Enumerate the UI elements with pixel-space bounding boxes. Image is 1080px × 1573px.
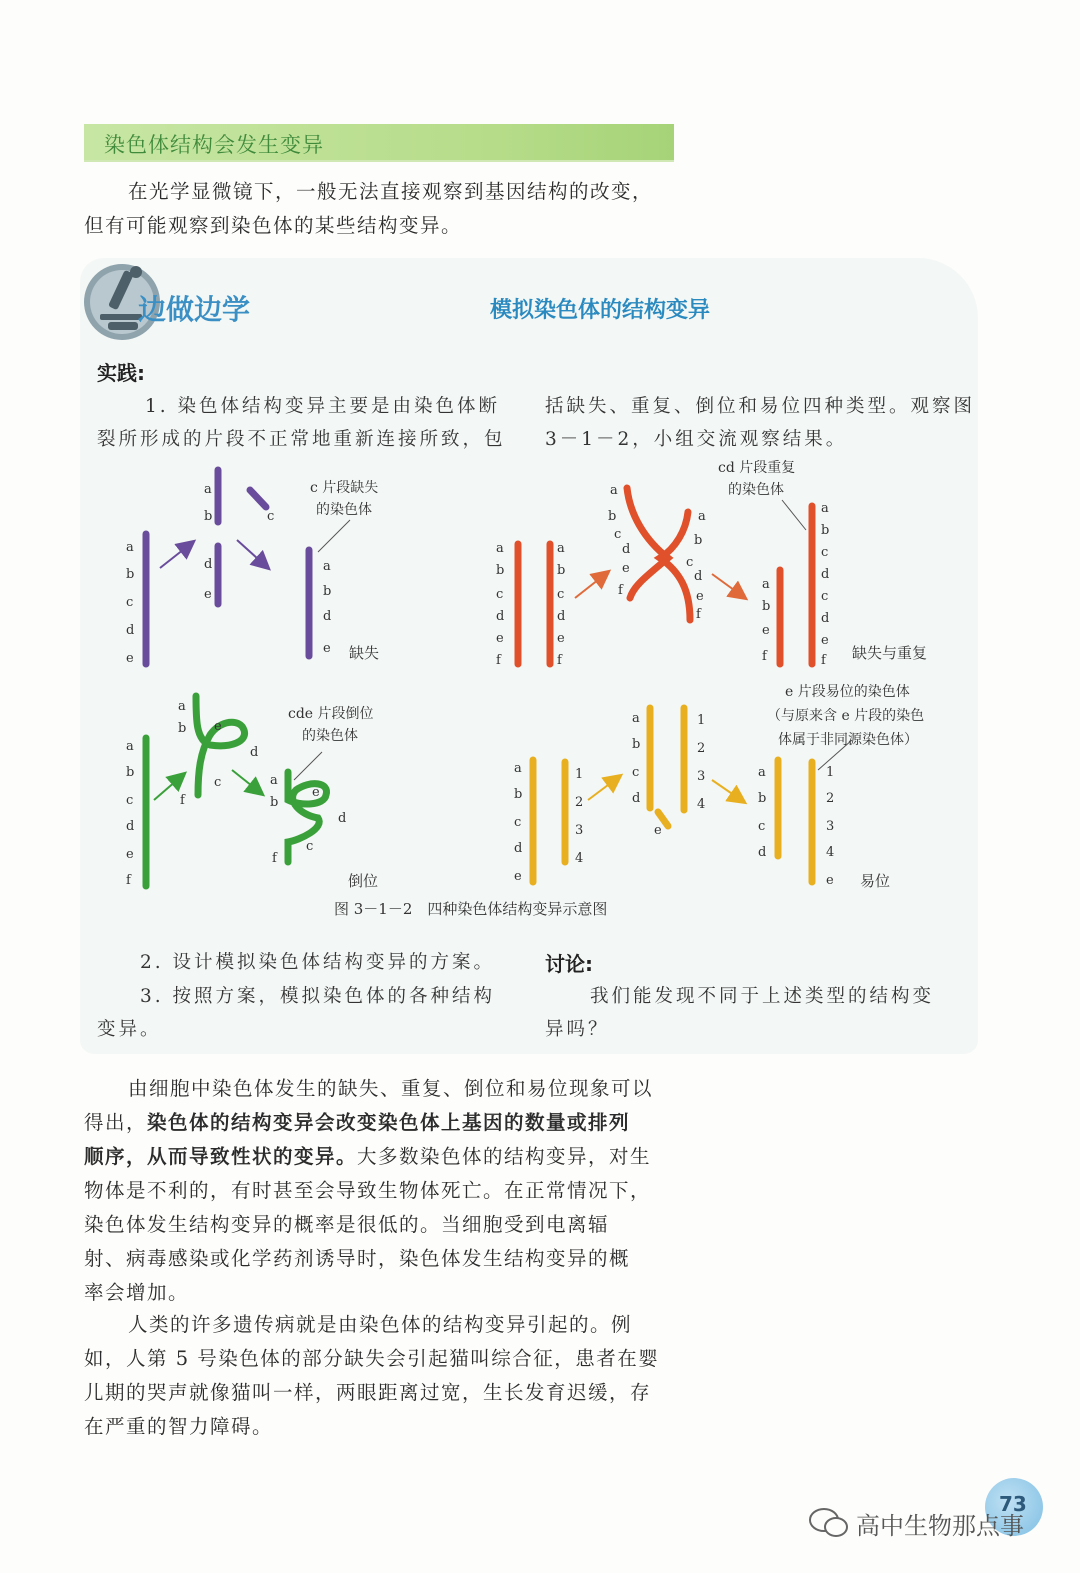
translocation-note-2: （与原来含 e 片段的染色: [767, 708, 925, 724]
svg-text:e: e: [696, 589, 704, 604]
svg-text:b: b: [204, 509, 213, 524]
svg-text:d: d: [204, 557, 213, 572]
svg-text:a: a: [610, 483, 618, 498]
svg-text:a: a: [323, 559, 331, 574]
step1-right-line1: 括缺失、重复、倒位和易位四种类型。观察图: [545, 396, 976, 417]
inversion-note-2: 的染色体: [302, 728, 358, 744]
discussion-line2: 异吗？: [545, 1019, 610, 1040]
svg-text:a: a: [632, 711, 640, 726]
svg-text:a: a: [178, 699, 186, 714]
svg-text:e: e: [654, 823, 662, 838]
svg-text:a: a: [270, 773, 278, 788]
svg-text:c: c: [632, 765, 640, 780]
svg-text:b: b: [323, 584, 332, 599]
svg-text:e: e: [762, 623, 770, 638]
svg-text:d: d: [338, 811, 347, 826]
svg-text:c: c: [821, 589, 829, 604]
svg-text:b: b: [496, 563, 505, 578]
wechat-icon: [808, 1506, 850, 1538]
para2-line4: 在严重的智力障碍。: [84, 1415, 274, 1438]
inversion-diagram: [126, 696, 346, 888]
para2-line2: 如，人第 5 号染色体的部分缺失会引起猫叫综合征，患者在婴: [84, 1347, 660, 1370]
svg-text:b: b: [514, 787, 523, 802]
translocation-label: 易位: [860, 872, 891, 890]
svg-text:a: a: [762, 577, 770, 592]
svg-text:d: d: [323, 609, 332, 624]
svg-text:d: d: [821, 567, 830, 582]
svg-text:2: 2: [575, 795, 584, 810]
section-title: 染色体结构会发生变异: [104, 133, 324, 157]
deletion-note-2: 的染色体: [316, 502, 372, 518]
svg-text:d: d: [250, 745, 259, 760]
svg-text:d: d: [126, 623, 135, 638]
svg-text:c: c: [126, 595, 134, 610]
svg-text:c: c: [821, 545, 829, 560]
activity-label: 边做边学: [138, 293, 251, 326]
deletion-note-1: c 片段缺失: [310, 480, 379, 496]
svg-text:e: e: [126, 847, 134, 862]
svg-text:c: c: [496, 587, 504, 602]
svg-text:4: 4: [575, 851, 584, 866]
svg-text:a: a: [557, 541, 565, 556]
svg-text:a: a: [126, 540, 134, 555]
step1-right-line2: 3－1－2，小组交流观察结果。: [545, 429, 848, 450]
svg-text:f: f: [762, 649, 767, 664]
step1-left-line1: 1. 染色体结构变异主要是由染色体断: [145, 396, 501, 417]
svg-text:b: b: [821, 523, 830, 538]
translocation-note-1: e 片段易位的染色体: [785, 684, 910, 700]
svg-text:3: 3: [826, 819, 835, 834]
svg-text:f: f: [180, 793, 185, 808]
duplication-note-2: 的染色体: [728, 482, 784, 498]
discussion-heading: 讨论:: [545, 952, 593, 976]
activity-title: 模拟染色体的结构变异: [490, 298, 711, 323]
svg-text:d: d: [821, 611, 830, 626]
svg-text:a: a: [698, 509, 706, 524]
para1-line4: 物体是不利的，有时甚至会导致生物体死亡。在正常情况下，: [84, 1179, 652, 1202]
svg-text:2: 2: [697, 741, 706, 756]
svg-text:d: d: [622, 542, 631, 557]
svg-text:d: d: [694, 569, 703, 584]
para1-line2: 得出，染色体的结构变异会改变染色体上基因的数量或排列: [84, 1111, 631, 1134]
svg-text:d: d: [632, 791, 641, 806]
duplication-diagram: [496, 483, 829, 668]
para1-line7: 率会增加。: [84, 1281, 190, 1304]
svg-text:b: b: [758, 791, 767, 806]
page-number: 73: [999, 1492, 1027, 1516]
svg-text:e: e: [126, 651, 134, 666]
svg-text:f: f: [696, 607, 701, 622]
svg-text:f: f: [126, 873, 131, 888]
para2-line1: 人类的许多遗传病就是由染色体的结构变异引起的。例: [128, 1313, 633, 1336]
discussion-line1: 我们能发现不同于上述类型的结构变: [590, 986, 935, 1007]
svg-text:c: c: [214, 775, 222, 790]
svg-text:b: b: [608, 509, 617, 524]
intro-line-1: 在光学显微镜下，一般无法直接观察到基因结构的改变，: [128, 180, 654, 203]
svg-text:b: b: [126, 765, 135, 780]
svg-text:b: b: [126, 567, 135, 582]
inversion-label: 倒位: [348, 872, 379, 890]
svg-text:c: c: [686, 555, 694, 570]
svg-text:1: 1: [575, 767, 584, 782]
svg-text:a: a: [821, 501, 829, 516]
duplication-label: 缺失与重复: [852, 644, 928, 662]
svg-text:b: b: [178, 721, 187, 736]
svg-text:4: 4: [826, 845, 835, 860]
svg-text:e: e: [312, 785, 320, 800]
step3-line2: 变异。: [97, 1019, 162, 1040]
deletion-diagram: [126, 470, 350, 666]
svg-text:b: b: [270, 795, 279, 810]
step1-left-line2: 裂所形成的片段不正常地重新连接所致，包: [97, 429, 506, 450]
svg-text:b: b: [632, 737, 641, 752]
svg-text:d: d: [557, 609, 566, 624]
svg-text:c: c: [514, 815, 522, 830]
svg-text:a: a: [126, 739, 134, 754]
para2-line3: 儿期的哭声就像猫叫一样，两眼距离过宽，生长发育迟缓，存: [84, 1381, 652, 1404]
figure-caption: 图 3－1－2 四种染色体结构变异示意图: [334, 900, 608, 918]
svg-text:e: e: [496, 631, 504, 646]
svg-text:a: a: [204, 482, 212, 497]
svg-text:e: e: [214, 719, 222, 734]
svg-text:e: e: [514, 869, 522, 884]
svg-text:c: c: [126, 793, 134, 808]
intro-line-2: 但有可能观察到染色体的某些结构变异。: [84, 214, 463, 237]
svg-text:b: b: [762, 599, 771, 614]
svg-text:3: 3: [697, 769, 706, 784]
svg-text:a: a: [758, 765, 766, 780]
svg-text:e: e: [323, 641, 331, 656]
svg-text:d: d: [514, 841, 523, 856]
svg-text:4: 4: [697, 797, 706, 812]
svg-text:b: b: [694, 533, 703, 548]
svg-text:b: b: [557, 563, 566, 578]
svg-text:1: 1: [826, 765, 835, 780]
svg-text:f: f: [496, 653, 501, 668]
watermark: 高中生物那点事: [856, 1512, 1024, 1540]
svg-text:f: f: [821, 653, 826, 668]
svg-text:c: c: [267, 509, 275, 524]
svg-text:e: e: [622, 561, 630, 576]
para1-line3: 顺序，从而导致性状的变异。大多数染色体的结构变异，对生: [84, 1145, 652, 1168]
translocation-note-3: 体属于非同源染色体）: [778, 732, 918, 748]
svg-text:f: f: [272, 851, 277, 866]
duplication-note-1: cd 片段重复: [718, 460, 796, 476]
svg-text:f: f: [618, 583, 623, 598]
svg-text:3: 3: [575, 823, 584, 838]
svg-text:d: d: [758, 845, 767, 860]
para1-line5: 染色体发生结构变异的概率是很低的。当细胞受到电离辐: [84, 1213, 610, 1236]
para1-line1: 由细胞中染色体发生的缺失、重复、倒位和易位现象可以: [128, 1077, 654, 1100]
svg-text:c: c: [306, 839, 314, 854]
step2: 2. 设计模拟染色体结构变异的方案。: [140, 952, 496, 973]
practice-heading: 实践:: [97, 361, 145, 385]
svg-text:1: 1: [697, 713, 706, 728]
svg-text:e: e: [557, 631, 565, 646]
step3-line1: 3. 按照方案，模拟染色体的各种结构: [140, 986, 496, 1007]
svg-text:f: f: [557, 653, 562, 668]
svg-text:c: c: [614, 527, 622, 542]
deletion-label: 缺失: [349, 644, 380, 662]
svg-text:d: d: [126, 819, 135, 834]
svg-text:e: e: [821, 633, 829, 648]
svg-text:a: a: [496, 541, 504, 556]
para1-line6: 射、病毒感染或化学药剂诱导时，染色体发生结构变异的概: [84, 1247, 631, 1270]
svg-text:a: a: [514, 761, 522, 776]
svg-text:e: e: [204, 587, 212, 602]
svg-text:e: e: [826, 873, 834, 888]
svg-text:d: d: [496, 609, 505, 624]
svg-text:c: c: [557, 587, 565, 602]
svg-text:c: c: [758, 819, 766, 834]
svg-text:2: 2: [826, 791, 835, 806]
inversion-note-1: cde 片段倒位: [288, 706, 374, 722]
